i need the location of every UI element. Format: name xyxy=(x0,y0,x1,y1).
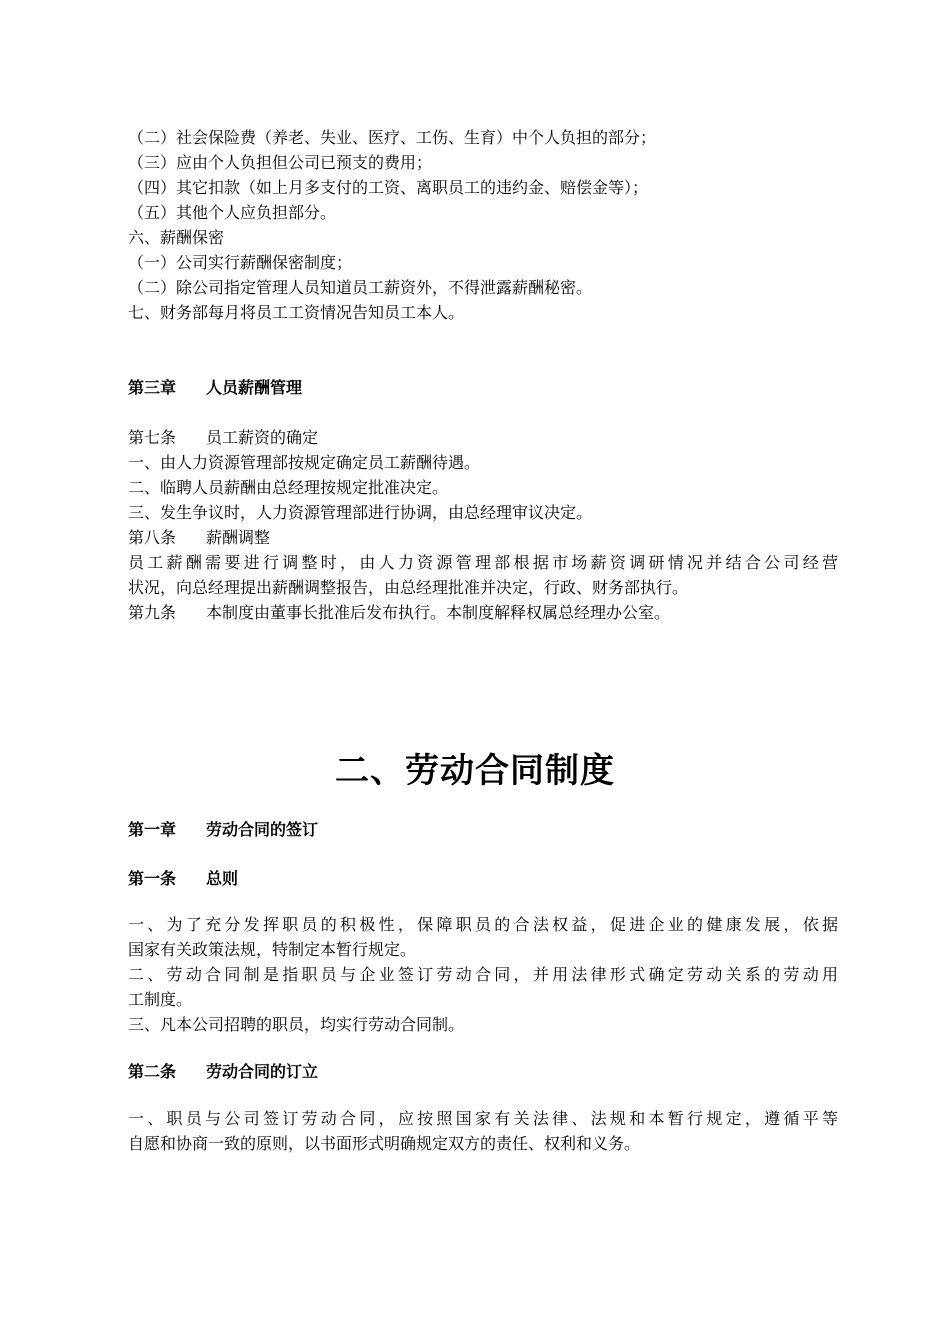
text-line: 六、薪酬保密 xyxy=(128,228,225,247)
text-line: 工制度。 xyxy=(128,990,193,1009)
article-heading xyxy=(128,601,838,625)
text-line: （五）其他个人应负担部分。 xyxy=(128,203,337,222)
section-title: 二、劳动合同制度 xyxy=(335,751,615,791)
article-heading xyxy=(128,867,838,891)
text-line: 一、为了充分发挥职员的积极性，保障职员的合法权益，促进企业的健康发展，依据 xyxy=(128,915,838,934)
text-line: 自愿和协商一致的原则，以书面形式明确规定双方的责任、权利和义务。 xyxy=(128,1134,641,1153)
text-line: 三、凡本公司招聘的职员，均实行劳动合同制。 xyxy=(128,1015,465,1034)
chapter-heading xyxy=(128,376,838,400)
text-line: 一、职员与公司签订劳动合同，应按照国家有关法律、法规和本暂行规定，遵循平等 xyxy=(128,1109,838,1128)
text-line: 二、临聘人员薪酬由总经理按规定批准决定。 xyxy=(128,478,449,497)
article-title: 薪酬调整 xyxy=(206,528,271,547)
article-number: 第九条 xyxy=(128,603,177,622)
text-line: 员工薪酬需要进行调整时，由人力资源管理部根据市场薪资调研情况并结合公司经营 xyxy=(128,553,838,572)
article-text: 本制度由董事长批准后发布执行。本制度解释权属总经理办公室。 xyxy=(206,603,671,622)
chapter-heading xyxy=(128,818,838,842)
chapter-number: 第一章 xyxy=(128,820,177,839)
article-number: 第二条 xyxy=(128,1062,177,1081)
text-line: 二、劳动合同制是指职员与企业签订劳动合同，并用法律形式确定劳动关系的劳动用 xyxy=(128,965,838,984)
text-line: （三）应由个人负担但公司已预支的费用； xyxy=(128,153,433,172)
article-number: 第八条 xyxy=(128,528,177,547)
article-heading xyxy=(128,1060,838,1084)
article-number: 第一条 xyxy=(128,869,177,888)
text-line: （四）其它扣款（如上月多支付的工资、离职员工的违约金、赔偿金等）； xyxy=(128,178,649,197)
article-title: 员工薪资的确定 xyxy=(206,428,319,447)
text-line: 三、发生争议时，人力资源管理部进行协调，由总经理审议决定。 xyxy=(128,503,593,522)
article-title: 劳动合同的订立 xyxy=(206,1062,319,1081)
article-heading xyxy=(128,426,838,450)
article-number: 第七条 xyxy=(128,428,177,447)
text-line: （一）公司实行薪酬保密制度； xyxy=(128,253,353,272)
text-line: 国家有关政策法规，特制定本暂行规定。 xyxy=(128,940,417,959)
text-line: （二）除公司指定管理人员知道员工薪资外，不得泄露薪酬秘密。 xyxy=(128,278,593,297)
chapter-number: 第三章 xyxy=(128,378,177,397)
text-line: 状况，向总经理提出薪酬调整报告，由总经理批准并决定，行政、财务部执行。 xyxy=(128,578,689,597)
chapter-title: 人员薪酬管理 xyxy=(206,378,303,397)
text-line: （二）社会保险费（养老、失业、医疗、工伤、生育）中个人负担的部分； xyxy=(128,128,657,147)
text-line: 一、由人力资源管理部按规定确定员工薪酬待遇。 xyxy=(128,453,481,472)
chapter-title: 劳动合同的签订 xyxy=(206,820,319,839)
article-heading xyxy=(128,526,838,550)
article-title: 总则 xyxy=(206,869,239,888)
text-line: 七、财务部每月将员工工资情况告知员工本人。 xyxy=(128,303,465,322)
